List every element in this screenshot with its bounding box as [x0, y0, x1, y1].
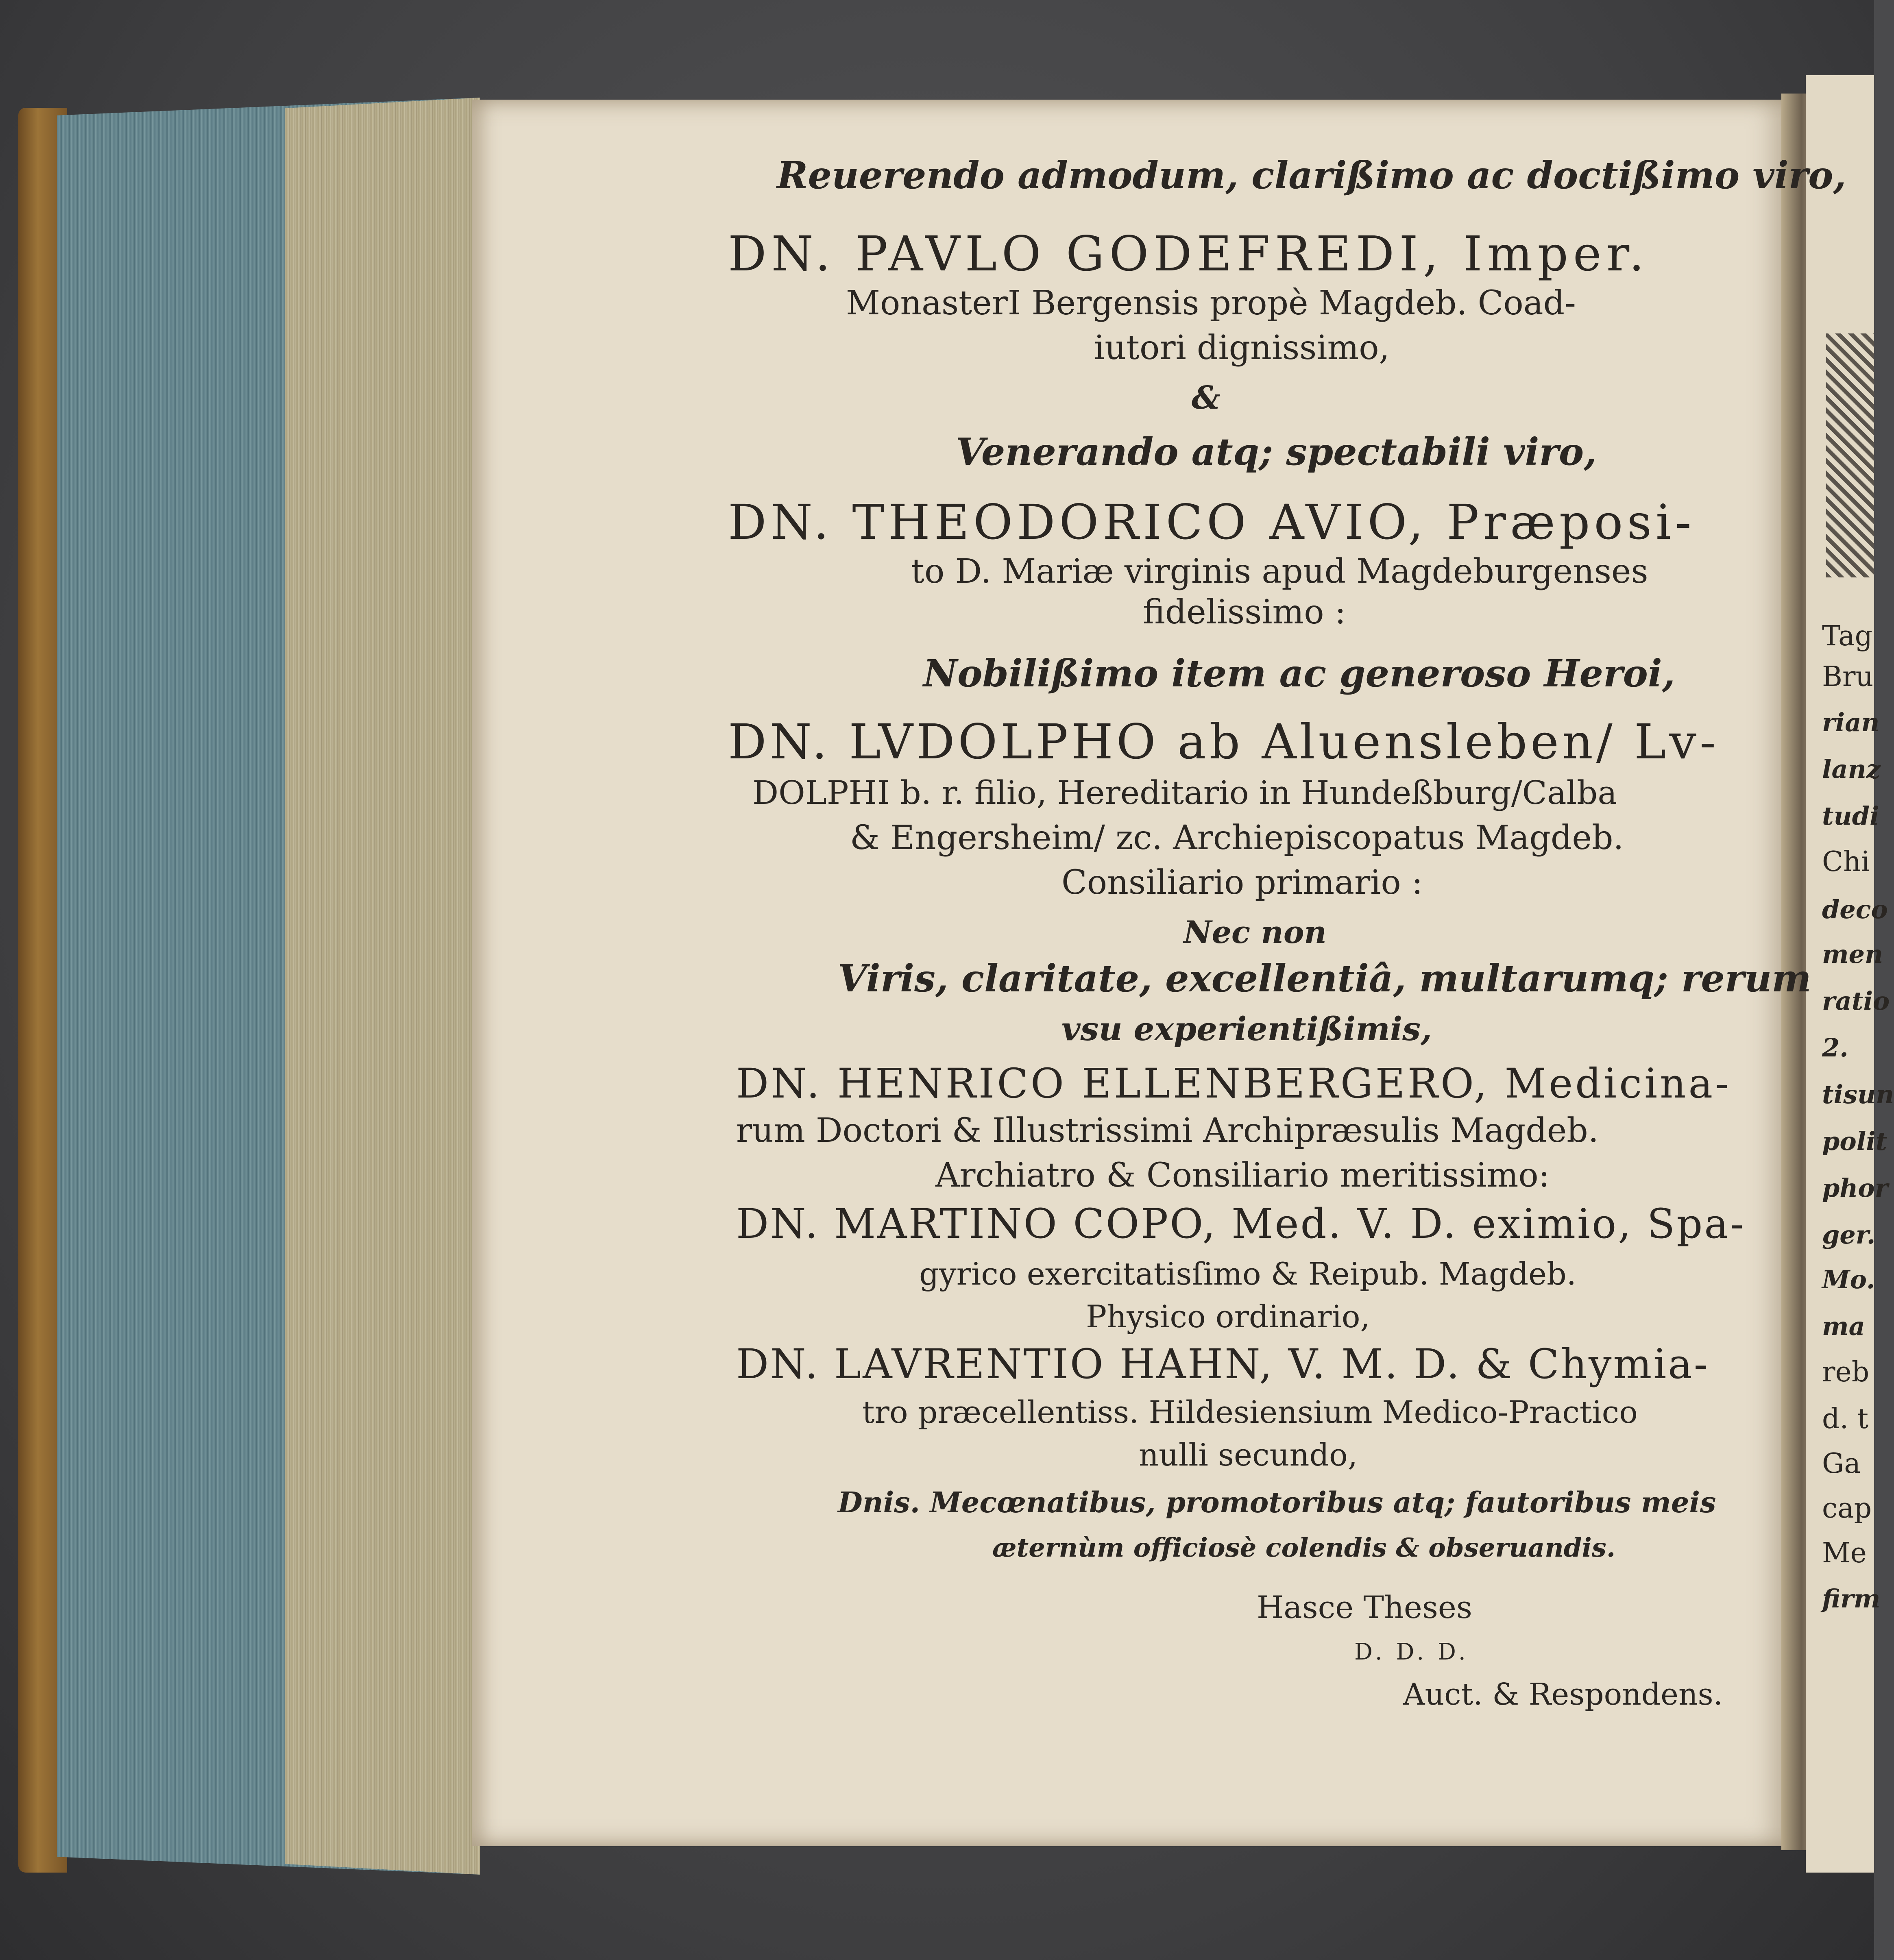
- book-page-edges-light: [285, 98, 480, 1875]
- fragment: reb: [1822, 1356, 1870, 1388]
- fragment: firm: [1822, 1584, 1881, 1614]
- fragment: d. t: [1822, 1403, 1869, 1435]
- fragment: men: [1822, 939, 1883, 969]
- dedicatee-name: DN. PAVLO GODEFREDI, Imper.: [728, 226, 1649, 282]
- dedication-line: Venerando atq; spectabili viro,: [956, 430, 1597, 474]
- woodcut-initial-ornament: [1826, 333, 1874, 577]
- ampersand: &: [1192, 379, 1221, 416]
- theses-line: Hasce Theses: [1257, 1589, 1472, 1625]
- dedication-line: Archiatro & Consiliario meritissimo:: [935, 1156, 1550, 1195]
- dedication-line: Consiliario primario :: [1061, 863, 1423, 902]
- dedication-line: to D. Mariæ virginis apud Magdeburgenses: [911, 552, 1648, 591]
- fragment: Mo.: [1822, 1265, 1875, 1294]
- dedication-line: rum Doctori & Illustrissimi Archipræsulis Magdeb.: [736, 1111, 1599, 1150]
- dedication-line: Nec non: [1183, 914, 1327, 950]
- dedication-line: DOLPHI b. r. filio, Hereditario in Hundeßburg/Calba: [752, 774, 1617, 812]
- dedication-line: & Engersheim/ zc. Archiepiscopatus Magdeb.: [850, 819, 1624, 857]
- dedicatee-name: DN. THEODORICO AVIO, Præposi-: [728, 494, 1696, 550]
- dedication-line: Dnis. Mecœnatibus, promotoribus atq; fautoribus meis: [838, 1485, 1716, 1519]
- dedicatee-name: DN. MARTINO COPO, Med. V. D. eximio, Spa-: [736, 1200, 1746, 1248]
- fragment: Bru: [1822, 661, 1874, 693]
- fragment: ger.: [1822, 1220, 1876, 1250]
- dedication-line: Reuerendo admodum, clarißimo ac doctißimo viro,: [777, 153, 1846, 197]
- fragment: phor: [1822, 1173, 1888, 1203]
- fragment: ma: [1822, 1311, 1865, 1341]
- dedication-line: Nobilißimo item ac generoso Heroi,: [923, 651, 1675, 695]
- fragment: 2.: [1822, 1033, 1848, 1063]
- signature-line: Auct. & Respondens.: [1403, 1677, 1723, 1712]
- dedication-line: tro præcellentiss. Hildesiensium Medico-Practico: [862, 1394, 1638, 1430]
- dedication-line: fidelissimo :: [1143, 593, 1346, 632]
- fragment: cap: [1822, 1492, 1872, 1524]
- dedication-line: Physico ordinario,: [1086, 1298, 1370, 1335]
- fragment: lanz: [1822, 754, 1881, 784]
- dedication-line: gyrico exercitatisſimo & Reipub. Magdeb.: [919, 1256, 1576, 1292]
- dedication-line: iutori dignissimo,: [1094, 329, 1390, 367]
- fragment: Ga: [1822, 1448, 1861, 1480]
- dedication-line: nulli secundo,: [1139, 1437, 1358, 1473]
- fragment: tudi: [1822, 801, 1879, 831]
- fragment: ratio: [1822, 986, 1890, 1016]
- dedication-line: æternùm officiosè colendis & obseruandis.: [992, 1533, 1616, 1563]
- fragment: Chi: [1822, 846, 1870, 878]
- fragment: deco: [1822, 895, 1888, 924]
- fragment: rian: [1822, 708, 1880, 737]
- dedication-line: vsu experientißimis,: [1061, 1010, 1432, 1048]
- fragment: tisun: [1822, 1080, 1894, 1109]
- fragment: Tag: [1822, 620, 1873, 652]
- dedicatee-name: DN. HENRICO ELLENBERGERO, Medicina-: [736, 1060, 1731, 1107]
- dedicatee-name: DN. LAVRENTIO HAHN, V. M. D. & Chymia-: [736, 1340, 1709, 1388]
- dedication-line: MonasterI Bergensis propè Magdeb. Coad-: [846, 284, 1576, 322]
- fragment: Me: [1822, 1537, 1867, 1569]
- fragment: polit: [1822, 1126, 1887, 1156]
- dedication-line: Viris, claritate, excellentiâ, multarumq; rerum: [838, 956, 1811, 1000]
- dedication-abbrev: D. D. D.: [1354, 1639, 1469, 1665]
- dedicatee-name: DN. LVDOLPHO ab Aluensleben/ Lv-: [728, 714, 1719, 770]
